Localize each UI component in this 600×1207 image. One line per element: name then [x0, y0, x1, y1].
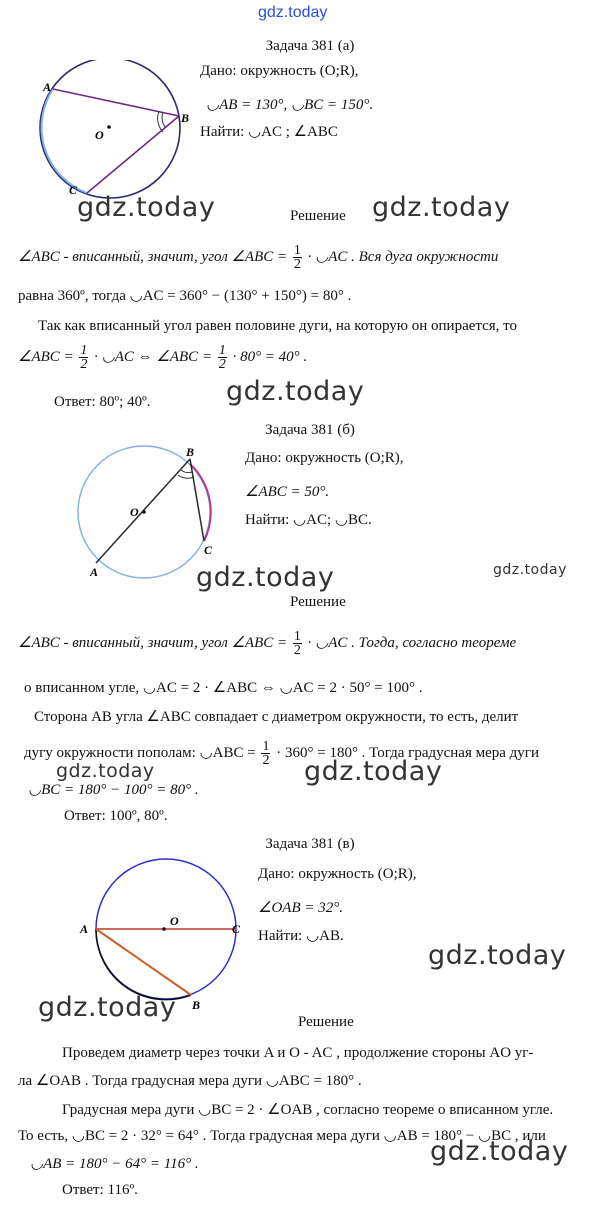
task-a-arc-ac [42, 89, 87, 193]
task-b-label-c: C [204, 543, 213, 557]
task-b-label-b: B [186, 445, 195, 459]
watermark: gdz.today [77, 192, 216, 223]
watermark: gdz.today [372, 192, 511, 223]
task-c-label-a: A [80, 922, 89, 936]
task-c-answer: Ответ: 116º. [62, 1182, 138, 1198]
task-c-label-c: C [232, 922, 241, 936]
task-b-given-2: ∠ABC = 50°. [245, 484, 330, 500]
task-c-title: Задача 381 (в) [265, 836, 355, 852]
task-a-chord-ab [53, 89, 179, 116]
task-b-answer: Ответ: 100º, 80º. [64, 808, 168, 824]
task-c-given-2: ∠OAB = 32°. [258, 900, 343, 916]
task-c-find: Найти: ◡AB. [258, 928, 344, 944]
task-b-sol-line-3: Сторона AB угла ∠ABC совпадает с диаметром окружности, то есть, делит [34, 709, 519, 725]
task-c-sol-line-5: ◡AB = 180° − 64° = 116° . [30, 1156, 199, 1172]
task-c-given-1: Дано: окружность (O;R), [258, 866, 417, 882]
watermark: gdz.today [430, 1136, 569, 1167]
task-a-sol-line-3: Так как вписанный угол равен половине дуги, на которую он опирается, то [38, 318, 518, 334]
task-b-title: Задача 381 (б) [265, 422, 355, 438]
task-a-title: Задача 381 (а) [265, 38, 355, 54]
task-a-find: Найти: ◡AC ; ∠ABC [200, 124, 338, 140]
watermark: gdz.today [38, 992, 177, 1023]
task-b-solution-head: Решение [290, 594, 346, 610]
task-b-sol-line-1: ∠ABC - вписанный, значит, угол ∠ABC = $\frac{1}{2}$ · ◡AC . Тогда, согласно теореме [18, 629, 517, 658]
task-a-sol-line-2: равна 360º, тогда ◡AC = 360° − (130° + 150°) = 80° . [18, 288, 352, 304]
task-a-label-b: B [181, 111, 190, 125]
task-b-given-1: Дано: окружность (O;R), [245, 450, 404, 466]
task-c-diagram [70, 855, 250, 1015]
task-b-sol-line-5: ◡BC = 180° − 100° = 80° . [28, 782, 199, 798]
watermark: gdz.today [226, 376, 365, 407]
watermark: gdz.today [428, 940, 567, 971]
task-a-label-a: A [43, 80, 52, 94]
task-c-sol-line-4: То есть, ◡BC = 2 · 32° = 64° . Тогда градусная мера дуги ◡AB = 180° − ◡BC , или [18, 1128, 546, 1144]
task-c-sol-line-2: ла ∠OAB . Тогда градусная мера дуги ◡ABC = 180° . [18, 1073, 362, 1089]
watermark-medium: gdz.today [56, 760, 155, 782]
task-b-sol-line-4: дугу окружности пополам: ◡ABC = $\frac{1}{2}$ · 360° = 180° . Тогда градусная мера дуги [24, 739, 539, 768]
task-c-sol-line-1: Проведем диаметр через точки A и O - AC , продолжение стороны AO уг- [62, 1045, 534, 1061]
task-a-sol-line-4: ∠ABC = $\frac{1}{2}$ · ◡AC ⇔ ∠ABC = $\frac{1}{2}$ · 80° = 40° . [18, 343, 308, 372]
watermark: gdz.today [196, 562, 335, 593]
task-b-label-o: O [130, 505, 139, 519]
task-a-center-dot [107, 125, 111, 129]
task-c-label-o: O [170, 914, 179, 928]
task-a-given-1: Дано: окружность (O;R), [200, 63, 359, 79]
task-c-chord-ab [96, 929, 191, 995]
task-b-sol-line-2: о вписанном угле, ◡AC = 2 · ∠ABC ⇔ ◡AC = 2 · 50° = 100° . [24, 680, 423, 696]
task-b-label-a: A [90, 565, 99, 579]
top-watermark: gdz.today [258, 4, 328, 21]
task-b-find: Найти: ◡AC; ◡BC. [245, 512, 372, 528]
task-c-label-b: B [192, 998, 201, 1012]
watermark-small: gdz.today [493, 562, 567, 578]
task-c-sol-line-3: Градусная мера дуги ◡BC = 2 · ∠OAB , согласно теореме о вписанном угле. [62, 1102, 554, 1118]
task-a-label-c: C [69, 183, 78, 197]
task-a-given-2: ◡AB = 130°, ◡BC = 150°. [206, 97, 374, 113]
task-a-diagram [35, 60, 205, 200]
task-c-solution-head: Решение [298, 1014, 354, 1030]
task-a-answer: Ответ: 80º; 40º. [54, 394, 151, 410]
task-a-label-o: O [95, 128, 104, 142]
watermark: gdz.today [304, 756, 443, 787]
task-a-sol-line-1: ∠ABC - вписанный, значит, угол ∠ABC = $\frac{1}{2}$ · ◡AC . Вся дуга окружности [18, 243, 499, 272]
task-a-solution-head: Решение [290, 208, 346, 224]
